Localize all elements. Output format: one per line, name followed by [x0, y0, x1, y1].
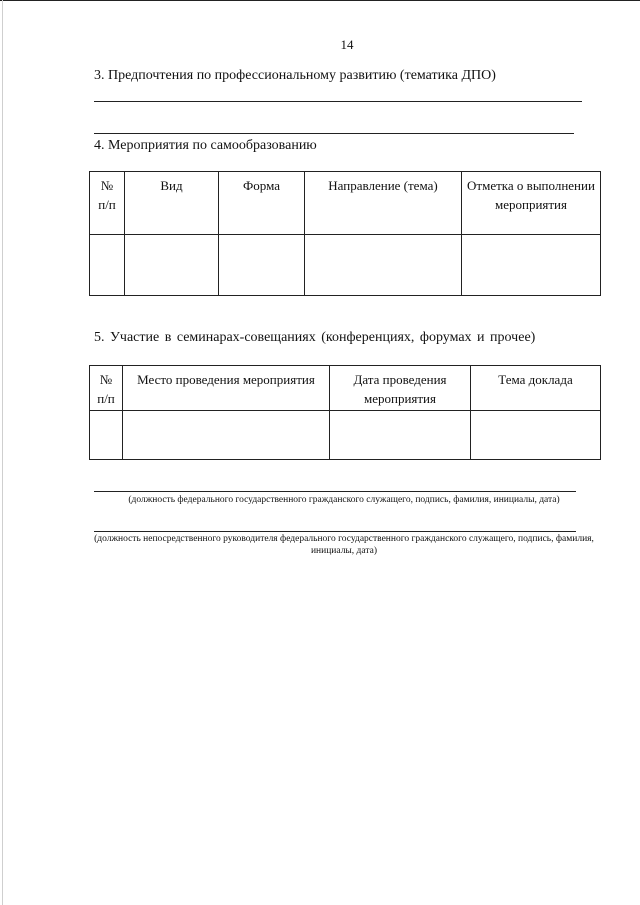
table-cell[interactable] — [90, 411, 123, 460]
column-header-form: Форма — [219, 172, 305, 235]
employee-signature-line — [94, 491, 576, 492]
column-header-number: № п/п — [90, 172, 125, 235]
section-3-title: 3. Предпочтения по профессиональному развитию (тематика ДПО) — [94, 68, 496, 83]
column-header-direction: Направление (тема) — [305, 172, 462, 235]
column-header-venue: Место проведения мероприятия — [123, 366, 330, 411]
column-header-date: Дата проведения мероприятия — [330, 366, 471, 411]
section-3-answer-line-2 — [94, 133, 574, 134]
employee-signature-caption: (должность федерального государственного гражданского служащего, подпись, фамилия, инициалы, дата) — [128, 495, 560, 505]
supervisor-signature-line — [94, 531, 576, 532]
table-header-row — [90, 172, 601, 235]
section-5-title: 5. Участие в семинарах-совещаниях (конференциях, форумах и прочее) — [94, 330, 536, 345]
table-cell[interactable] — [330, 411, 471, 460]
table-cell[interactable] — [305, 235, 462, 296]
left-scan-edge — [2, 0, 3, 905]
table-row — [90, 235, 601, 296]
table-header-row — [90, 366, 601, 411]
table-cell[interactable] — [90, 235, 125, 296]
column-header-type: Вид — [125, 172, 219, 235]
seminars-table — [89, 365, 601, 460]
table-cell[interactable] — [219, 235, 305, 296]
top-border-line — [0, 0, 640, 1]
column-header-number: № п/п — [90, 366, 123, 411]
section-3-answer-line-1 — [94, 101, 582, 102]
supervisor-signature-caption: (должность непосредственного руководителя федерального государственного гражданского служащего, подпись, фамилия, инициалы, дата) — [94, 534, 594, 556]
column-header-completion-mark: Отметка о выполнении мероприятия — [462, 172, 601, 235]
table-row — [90, 411, 601, 460]
section-4-title: 4. Мероприятия по самообразованию — [94, 138, 317, 153]
page-number: 14 — [340, 37, 354, 52]
table-cell[interactable] — [125, 235, 219, 296]
table-cell[interactable] — [123, 411, 330, 460]
table-cell[interactable] — [471, 411, 601, 460]
self-education-table — [89, 171, 601, 296]
column-header-report-topic: Тема доклада — [471, 366, 601, 411]
table-cell[interactable] — [462, 235, 601, 296]
